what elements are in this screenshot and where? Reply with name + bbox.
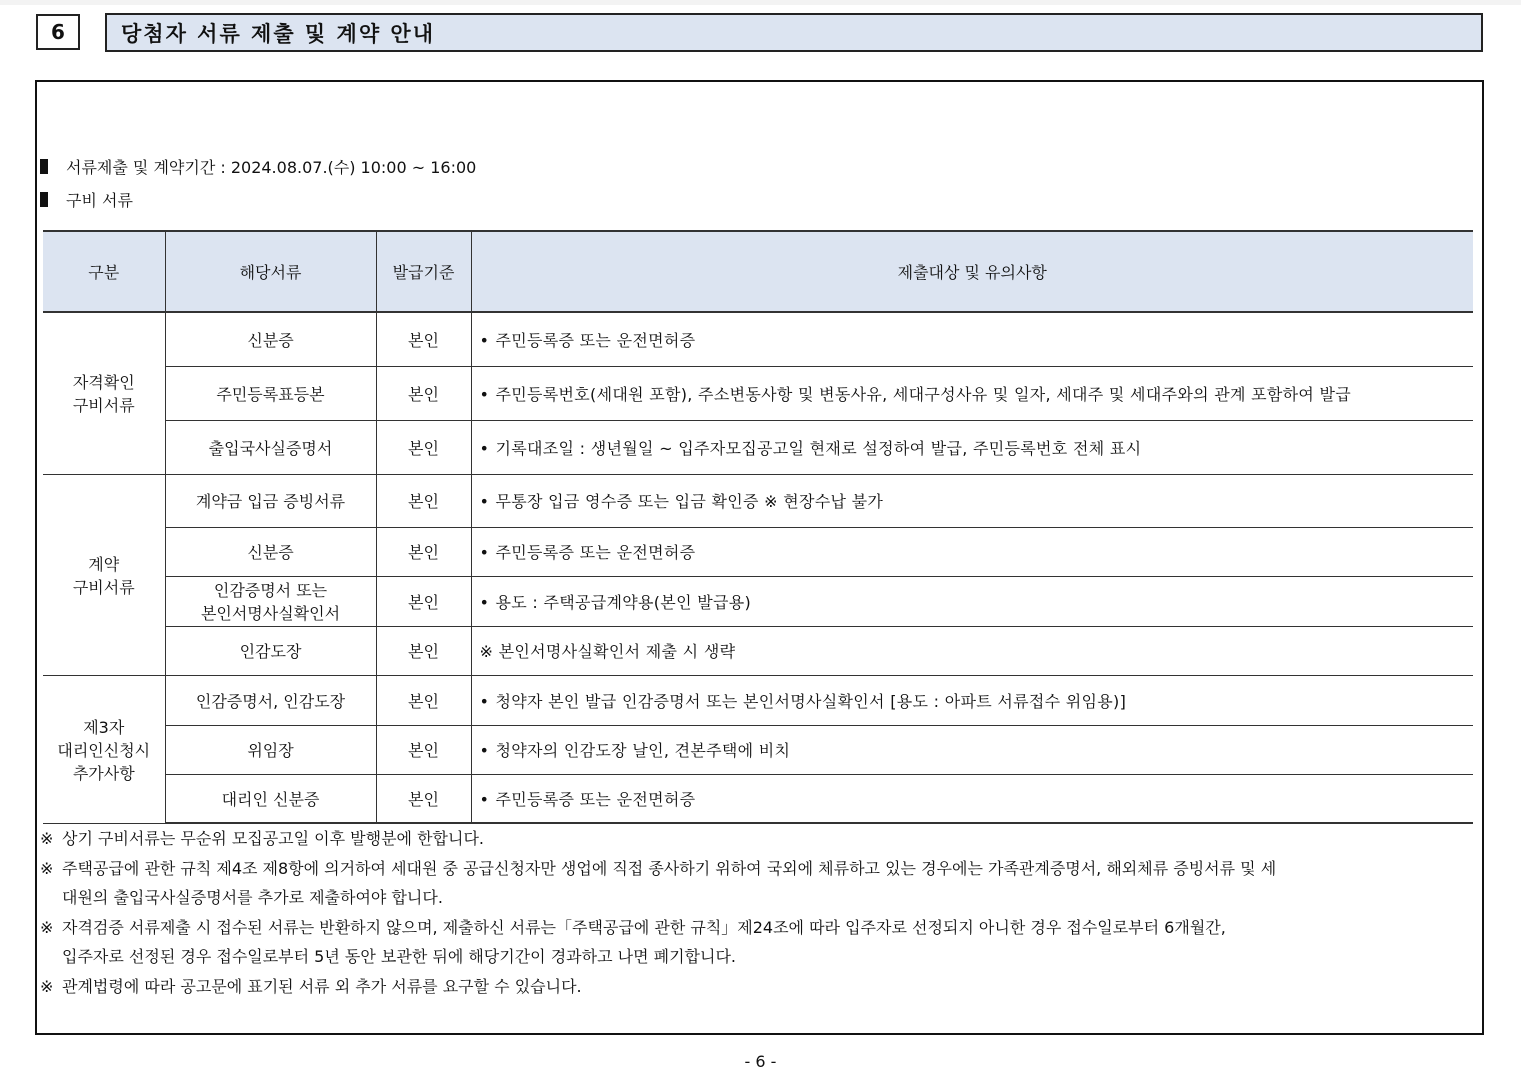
documents-table [43,230,1473,824]
section-title: 당첨자 서류 제출 및 계약 안내 [105,13,1483,52]
docs-label: 구비 서류 [66,191,133,210]
footnote: ※ 자격검증 서류제출 시 접수된 서류는 반환하지 않으며, 제출하신 서류는「주택공급에 관한 규칙」제24조에 따라 입주자로 선정되지 아니한 경우 접수일로부터 6개월간, 입주자로 선정된 경우 접수일로부터 5년 동안 보관한 뒤에 해당기간이 경과하고 나면 폐기합니다. [40,913,1470,972]
page-number: - 6 - [744,1052,777,1071]
group-label: 자격확인 구비서류 [43,312,165,474]
basis-cell: 본인 [376,774,471,823]
doc-cell: 인감증명서 또는 본인서명사실확인서 [165,576,376,626]
header-basis: 발급기준 [376,231,471,312]
basis-cell: 본인 [376,312,471,366]
content-frame [35,80,1484,1035]
table-row [43,576,1473,626]
header-document: 해당서류 [165,231,376,312]
table-row [43,774,1473,823]
table-row [43,474,1473,527]
note-cell: • 주민등록증 또는 운전면허증 [471,774,1473,823]
doc-cell: 대리인 신분증 [165,774,376,823]
table-row [43,420,1473,474]
footnote: ※ 상기 구비서류는 무순위 모집공고일 이후 발행분에 한합니다. [40,824,1470,854]
doc-cell: 주민등록표등본 [165,366,376,420]
docs-line [40,188,133,211]
section-number: 6 [36,14,80,50]
table-row [43,527,1473,576]
note-cell: • 무통장 입금 영수증 또는 입금 확인증 ※ 현장수납 불가 [471,474,1473,527]
note-cell: • 주민등록번호(세대원 포함), 주소변동사항 및 변동사유, 세대구성사유 및 일자, 세대주 및 세대주와의 관계 포함하여 발급 [471,366,1473,420]
footnotes [40,824,1470,1001]
basis-cell: 본인 [376,675,471,725]
basis-cell: 본인 [376,576,471,626]
doc-cell: 신분증 [165,527,376,576]
doc-cell: 위임장 [165,725,376,774]
note-cell: • 주민등록증 또는 운전면허증 [471,312,1473,366]
basis-cell: 본인 [376,366,471,420]
table-row [43,675,1473,725]
group-label: 계약 구비서류 [43,474,165,675]
basis-cell: 본인 [376,420,471,474]
basis-cell: 본인 [376,474,471,527]
group-label: 제3자 대리인신청시 추가사항 [43,675,165,823]
doc-cell: 출입국사실증명서 [165,420,376,474]
doc-cell: 계약금 입금 증빙서류 [165,474,376,527]
square-bullet-icon [40,192,48,207]
note-cell: • 청약자의 인감도장 날인, 견본주택에 비치 [471,725,1473,774]
period-text: 서류제출 및 계약기간 : 2024.08.07.(수) 10:00 ~ 16:00 [66,158,477,177]
reference-mark-icon: ※ [40,976,54,996]
table-row [43,725,1473,774]
reference-mark-icon: ※ [40,858,54,878]
table-row [43,312,1473,366]
table-row [43,626,1473,675]
table-header-row [43,231,1473,312]
note-cell: • 청약자 본인 발급 인감증명서 또는 본인서명사실확인서 [용도 : 아파트 서류접수 위임용)] [471,675,1473,725]
note-cell: ※ 본인서명사실확인서 제출 시 생략 [471,626,1473,675]
header-category: 구분 [43,231,165,312]
reference-mark-icon: ※ [40,917,54,937]
header-notes: 제출대상 및 유의사항 [471,231,1473,312]
note-cell: • 기록대조일 : 생년월일 ~ 입주자모집공고일 현재로 설정하여 발급, 주민등록번호 전체 표시 [471,420,1473,474]
period-line [40,155,476,178]
footnote: ※ 관계법령에 따라 공고문에 표기된 서류 외 추가 서류를 요구할 수 있습니다. [40,972,1470,1002]
note-cell: • 용도 : 주택공급계약용(본인 발급용) [471,576,1473,626]
basis-cell: 본인 [376,725,471,774]
top-border [0,0,1521,5]
note-cell: • 주민등록증 또는 운전면허증 [471,527,1473,576]
square-bullet-icon [40,159,48,174]
doc-cell: 인감도장 [165,626,376,675]
reference-mark-icon: ※ [40,829,54,848]
basis-cell: 본인 [376,626,471,675]
doc-cell: 신분증 [165,312,376,366]
footnote: ※ 주택공급에 관한 규칙 제4조 제8항에 의거하여 세대원 중 공급신청자만 생업에 직접 종사하기 위하여 국외에 체류하고 있는 경우에는 가족관계증명서, 해외체류 증빙서류 및 세 대원의 출입국사실증명서를 추가로 제출하여야 합니다. [40,854,1470,913]
table-row [43,366,1473,420]
doc-cell: 인감증명서, 인감도장 [165,675,376,725]
basis-cell: 본인 [376,527,471,576]
